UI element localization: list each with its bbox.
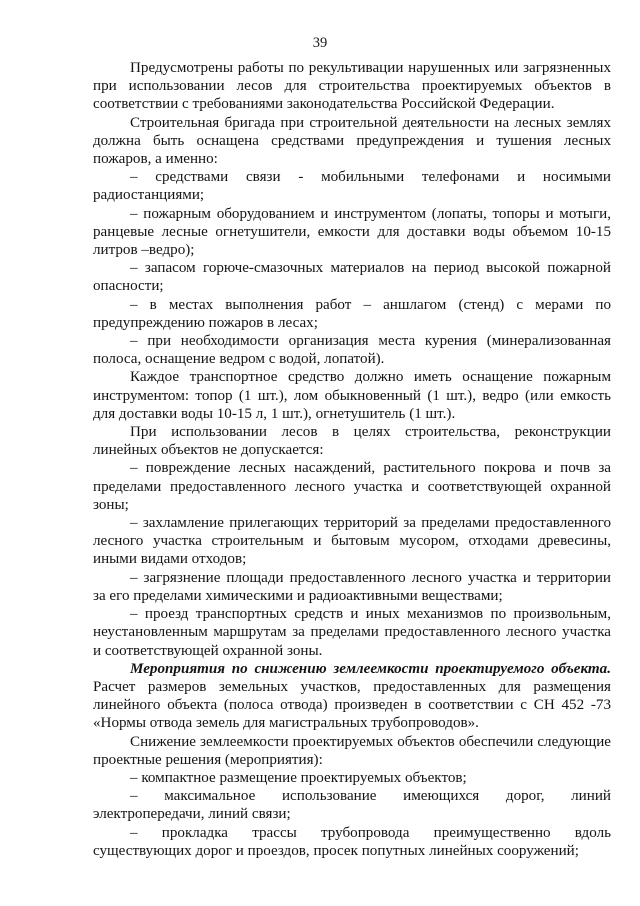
paragraph-vehicle-equipment: Каждое транспортное средство должно иметь оснащение пожарным инструментом: топор (1 шт.), лом обыкновенный (1 шт.), ведро (или емкость для доставки воды 10-15 л, 1 шт.), огнетушитель (1 шт.). — [93, 369, 611, 422]
section-heading: Мероприятия по снижению землеемкости проектируемого объекта. — [130, 660, 611, 677]
page-number: 39 — [312, 35, 328, 51]
list-item-smoking-area: – при необходимости организация места курения (минерализованная полоса, оснащение ведром с водой, лопатой). — [93, 333, 611, 368]
list-item-compact-placement: – компактное размещение проектируемых объектов; — [130, 769, 467, 786]
list-item-communication: – средствами связи - мобильными телефонами и носимыми радиостанциями; — [93, 169, 611, 204]
list-item-vehicle-passage: – проезд транспортных средств и иных механизмов по произвольным, неустановленным маршрутам за пределами предоставленного лесного участка и соответствующей охранной зоны. — [93, 606, 611, 659]
list-item-fire-tools: – пожарным оборудованием и инструментом (лопаты, топоры и мотыги, ранцевые лесные огнетушители, емкости для доставки воды объемом 10-15 литров –ведро); — [93, 205, 611, 259]
list-item-littering: – захламление прилегающих территорий за пределами предоставленного лесного участка строительным и бытовым мусором, отходами древесины, иными видами отходов; — [93, 515, 611, 568]
paragraph-fire-equipment-intro: Строительная бригада при строительной деятельности на лесных землях должна быть оснащена средствами предупреждения и тушения лесных пожаров, а именно: — [93, 114, 611, 168]
list-item-fuel-supply: – запасом горюче-смазочных материалов на период высокой пожарной опасности; — [93, 260, 611, 295]
section-heading-text: Расчет размеров земельных участков, предоставленных для размещения линейного объекта (полоса отвода) произведен в соответствии с СН 452 -73 «Нормы отвода земель для магистральных трубопроводов». — [93, 678, 611, 732]
list-item-pipeline-routing: – прокладка трассы трубопровода преимущественно вдоль существующих дорог и проездов, просек попутных линейных сооружений; — [93, 824, 611, 859]
paragraph-prohibited-intro: При использовании лесов в целях строительства, реконструкции линейных объектов не допускается: — [93, 424, 611, 459]
list-item-pollution: – загрязнение площади предоставленного лесного участка и территории за его пределами химическими и радиоактивными веществами; — [93, 569, 611, 604]
paragraph-decisions-intro: Снижение землеемкости проектируемых объектов обеспечили следующие проектные решения (мероприятия): — [93, 733, 611, 768]
paragraph-land-reduction — [93, 660, 611, 733]
list-item-existing-roads: – максимальное использование имеющихся дорог, линий электропередачи, линий связи; — [93, 788, 611, 823]
list-item-damage: – повреждение лесных насаждений, растительного покрова и почв за пределами предоставленного лесного участка и соответствующей охранной зоны; — [93, 460, 611, 513]
list-item-warning-sign: – в местах выполнения работ – аншлагом (стенд) с мерами по предупреждению пожаров в лесах; — [93, 296, 611, 331]
page-body — [93, 59, 611, 860]
paragraph-recultivation: Предусмотрены работы по рекультивации нарушенных или загрязненных при использовании лесов для строительства проектируемых объектов в соответствии с требованиями законодательства Российской Федерации. — [93, 60, 611, 113]
